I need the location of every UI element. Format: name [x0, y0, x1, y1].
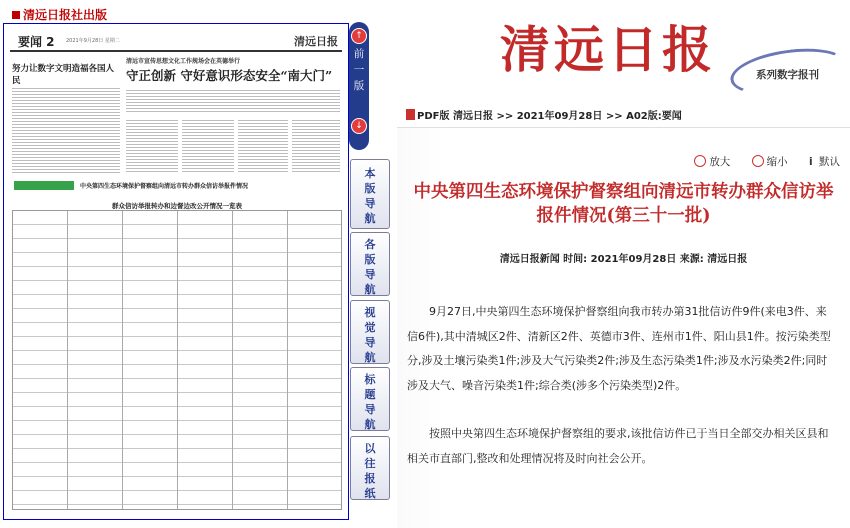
breadcrumb-text: [417, 107, 682, 122]
nav-archive-label: 以往报纸: [364, 442, 376, 500]
preview-left-headline[interactable]: 努力让数字文明造福各国人民: [12, 64, 115, 86]
article-body: [407, 300, 837, 495]
newspaper-page-preview[interactable]: [3, 23, 349, 520]
zoom-out-button[interactable]: [752, 154, 788, 169]
zoom-out-label: 缩小: [766, 156, 788, 168]
nav-all-pages[interactable]: [350, 232, 390, 296]
prev-page-button[interactable]: 前一版: [353, 48, 365, 92]
default-size-button[interactable]: [809, 154, 840, 169]
breadcrumb-date: 2021年09月28日: [516, 111, 603, 122]
down-arrow-icon[interactable]: ↓: [351, 118, 367, 134]
preview-table-title: 群众信访举报转办和边督边改公开情况一览表: [112, 202, 242, 210]
zoom-in-label: 放大: [709, 156, 731, 168]
zoom-in-icon: [694, 155, 706, 167]
square-bullet-icon: [12, 11, 20, 19]
pdf-link[interactable]: PDF版: [417, 111, 450, 122]
publisher-label: [12, 6, 107, 23]
preview-date: 2021年9月28日 星期二: [66, 38, 120, 44]
breadcrumb: [397, 104, 850, 126]
nav-all-pages-label: 各版导航: [364, 238, 376, 296]
zoom-out-icon: [752, 155, 764, 167]
digital-editions-link[interactable]: [722, 48, 850, 104]
publisher-label-text: 清远日报社出版: [23, 8, 108, 22]
breadcrumb-separator: >>: [605, 111, 623, 122]
breadcrumb-paper[interactable]: 清远日报: [452, 111, 493, 122]
preview-text-column: [292, 118, 340, 174]
nav-visual-label: 视觉导航: [364, 306, 376, 364]
preview-logo: 清远日报: [294, 35, 338, 48]
preview-text-column: [126, 118, 178, 174]
breadcrumb-separator: >>: [496, 111, 514, 122]
preview-text-column: [238, 118, 288, 174]
article-meta: 清远日报新闻 时间: 2021年09月28日 来源: 清远日报: [499, 254, 748, 265]
nav-titles-label: 标题导航: [364, 373, 376, 431]
nav-this-page[interactable]: [350, 159, 390, 229]
article-title: 中央第四生态环境保护督察组向清远市转办群众信访举报件情况(第三十一批): [413, 182, 834, 226]
preview-band-title[interactable]: 中央第四生态环境保护督察组向清远市转办群众信访举报件情况: [80, 183, 249, 190]
zoom-in-button[interactable]: [694, 154, 730, 169]
preview-headline[interactable]: 守正创新 守好意识形态安全“南大门”: [126, 68, 333, 83]
up-arrow-icon[interactable]: ↑: [351, 28, 367, 44]
info-icon: i: [809, 156, 813, 168]
preview-headline-small: 清远市宣传思想文化工作规场会在英德举行: [126, 58, 241, 65]
preview-section: 要闻 2: [18, 35, 55, 49]
default-size-label: 默认: [819, 156, 840, 168]
nav-visual[interactable]: [350, 300, 390, 364]
pdf-icon[interactable]: [406, 109, 415, 120]
masthead-logo: 清远日报: [500, 20, 716, 79]
text-size-tools: [676, 154, 840, 169]
article-paragraph: 9月27日,中央第四生态环境保护督察组向我市转办第31批信访件9件(来电3件、来信6件),其中清城区2件、清新区2件、英德市3件、连州市1件、阳山县1件。按污染类型分,涉及土壤污染类1件;涉及大气污染类2件;涉及生态污染类1件;涉及水污染类2件;同时涉及大气、噪音污染类1件;综合类(涉多个污染类型)2件。: [407, 305, 831, 392]
preview-band-tag: [14, 181, 74, 190]
preview-header: [10, 30, 342, 52]
preview-text-column: [182, 118, 234, 174]
nav-titles[interactable]: [350, 367, 390, 431]
digital-editions-label: 系列数字报刊: [756, 69, 819, 81]
preview-text-column: [126, 88, 340, 112]
preview-text-column: [12, 86, 120, 174]
breadcrumb-edition[interactable]: A02版:要闻: [626, 111, 682, 122]
article-panel: [397, 128, 850, 528]
nav-this-page-label: 本版导航: [364, 167, 376, 225]
article-paragraph: 按照中央第四生态环境保护督察组的要求,该批信访件已于当日全部交办相关区县和相关市直部门,整改和处理情况将及时向社会公开。: [407, 427, 829, 465]
nav-archive[interactable]: [350, 436, 390, 500]
preview-table: [12, 210, 342, 510]
preview-band: [10, 180, 342, 192]
page-flip-control: [349, 22, 369, 150]
